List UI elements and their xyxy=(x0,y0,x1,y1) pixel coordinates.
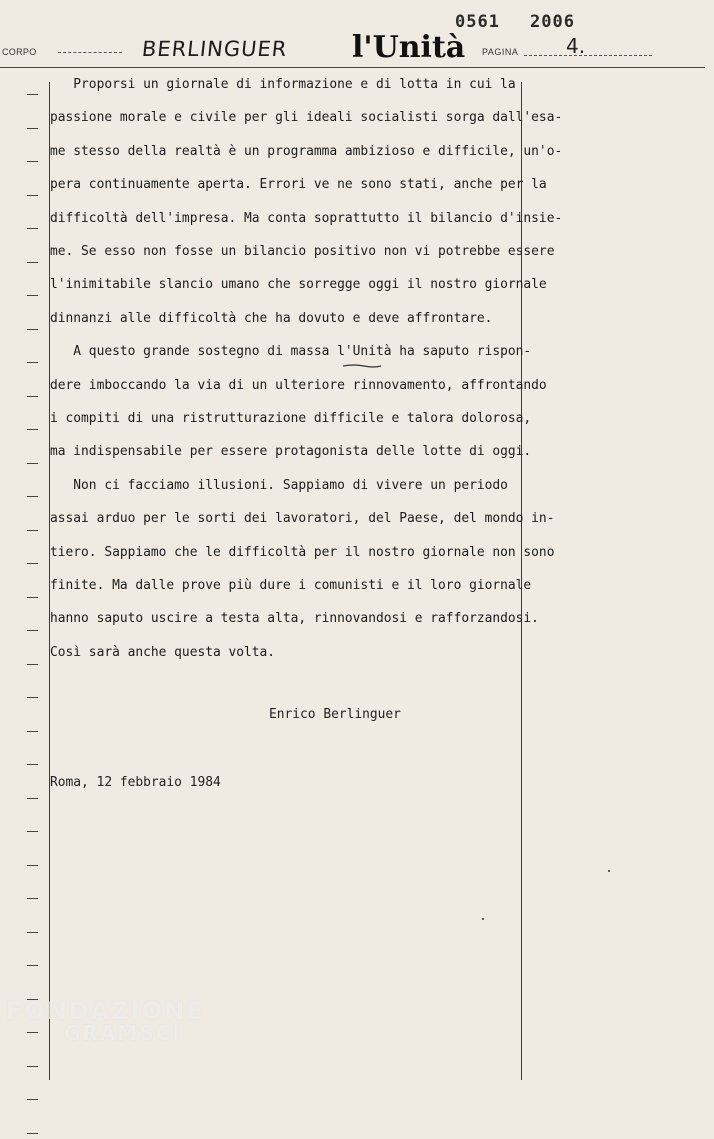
pagina-label: PAGINA xyxy=(482,47,519,57)
paper-speck xyxy=(608,870,610,872)
margin-tick xyxy=(16,926,38,938)
corpo-label: CORPO xyxy=(2,47,37,57)
margin-tick xyxy=(16,892,38,904)
margin-tick xyxy=(16,1060,38,1072)
margin-tick xyxy=(16,289,38,301)
text-line: l'inimitabile slancio umano che sorregge oggi il nostro giornale xyxy=(50,277,547,293)
masthead-title: l'Unità xyxy=(352,30,466,65)
place-date: Roma, 12 febbraio 1984 xyxy=(50,775,221,790)
margin-tick xyxy=(16,758,38,770)
text-line: A questo grande sostegno di massa l'Unità ha saputo rispon- xyxy=(50,344,532,360)
margin-tick xyxy=(16,959,38,971)
margin-tick xyxy=(16,490,38,502)
margin-tick xyxy=(16,457,38,469)
margin-tick xyxy=(16,423,38,435)
margin-tick xyxy=(16,691,38,703)
text-line: finite. Ma dalle prove più dure i comunisti e il loro giornale xyxy=(50,578,532,593)
document-number: 0561 xyxy=(455,12,500,32)
header-rule xyxy=(0,67,705,68)
pagina-dotted-line xyxy=(524,55,652,56)
text-line: Non ci facciamo illusioni. Sappiamo di vivere un periodo xyxy=(50,477,508,493)
watermark-line-2: GRAMSCI xyxy=(64,1021,182,1045)
margin-tick xyxy=(16,356,38,368)
margin-tick xyxy=(16,591,38,603)
text-line: dinnanzi alle difficoltà che ha dovuto e deve affrontare. xyxy=(50,310,493,326)
margin-tick xyxy=(16,658,38,670)
margin-tick xyxy=(16,88,38,100)
text-line: me. Se esso non fosse un bilancio positivo non vi potrebbe essere xyxy=(50,244,555,259)
text-line: ma indispensabile per essere protagonista delle lotte di oggi. xyxy=(50,444,532,460)
margin-tick xyxy=(16,390,38,402)
signature: Enrico Berlinguer xyxy=(269,707,401,722)
handwritten-author: BERLINGUER xyxy=(140,37,289,61)
margin-tick xyxy=(16,222,38,234)
text-line: passione morale e civile per gli ideali socialisti sorga dall'esa- xyxy=(50,110,563,126)
corpo-dotted-line xyxy=(58,52,122,53)
margin-tick xyxy=(16,155,38,167)
text-line: tiero. Sappiamo che le difficoltà per il nostro giornale non sono xyxy=(50,544,555,560)
margin-tick xyxy=(16,859,38,871)
margin-tick xyxy=(16,624,38,636)
margin-tick xyxy=(16,825,38,837)
margin-tick xyxy=(16,189,38,201)
watermark-line-1: FONDAZIONE xyxy=(6,997,205,1025)
handwritten-page-number: 4. xyxy=(566,34,586,58)
margin-tick xyxy=(16,1127,38,1139)
text-line: i compiti di una ristrutturazione difficile e talora dolorosa, xyxy=(50,411,532,426)
text-line: me stesso della realtà è un programma ambizioso e difficile, un'o- xyxy=(50,143,563,159)
text-line: hanno saputo uscire a testa alta, rinnovandosi e rafforzandosi. xyxy=(50,611,539,627)
margin-tick xyxy=(16,725,38,737)
paper-speck xyxy=(482,918,484,920)
text-line: assai arduo per le sorti dei lavoratori, del Paese, del mondo in- xyxy=(50,511,555,527)
margin-tick xyxy=(16,122,38,134)
text-line: dere imboccando la via di un ulteriore rinnovamento, affrontando xyxy=(50,377,547,393)
text-line: Proporsi un giornale di informazione e di lotta in cui la xyxy=(50,77,516,92)
text-line: pera continuamente aperta. Errori ve ne sono stati, anche per la xyxy=(50,177,547,193)
document-year: 2006 xyxy=(530,12,575,32)
margin-tick xyxy=(16,524,38,536)
margin-tick xyxy=(16,1093,38,1105)
margin-tick xyxy=(16,323,38,335)
margin-tick xyxy=(16,557,38,569)
text-line: difficoltà dell'impresa. Ma conta soprattutto il bilancio d'insie- xyxy=(50,210,563,226)
handwritten-underline xyxy=(342,363,382,369)
fondazione-gramsci-watermark xyxy=(6,997,205,1045)
margin-tick xyxy=(16,256,38,268)
text-line: Così sarà anche questa volta. xyxy=(50,644,276,660)
margin-tick xyxy=(16,792,38,804)
